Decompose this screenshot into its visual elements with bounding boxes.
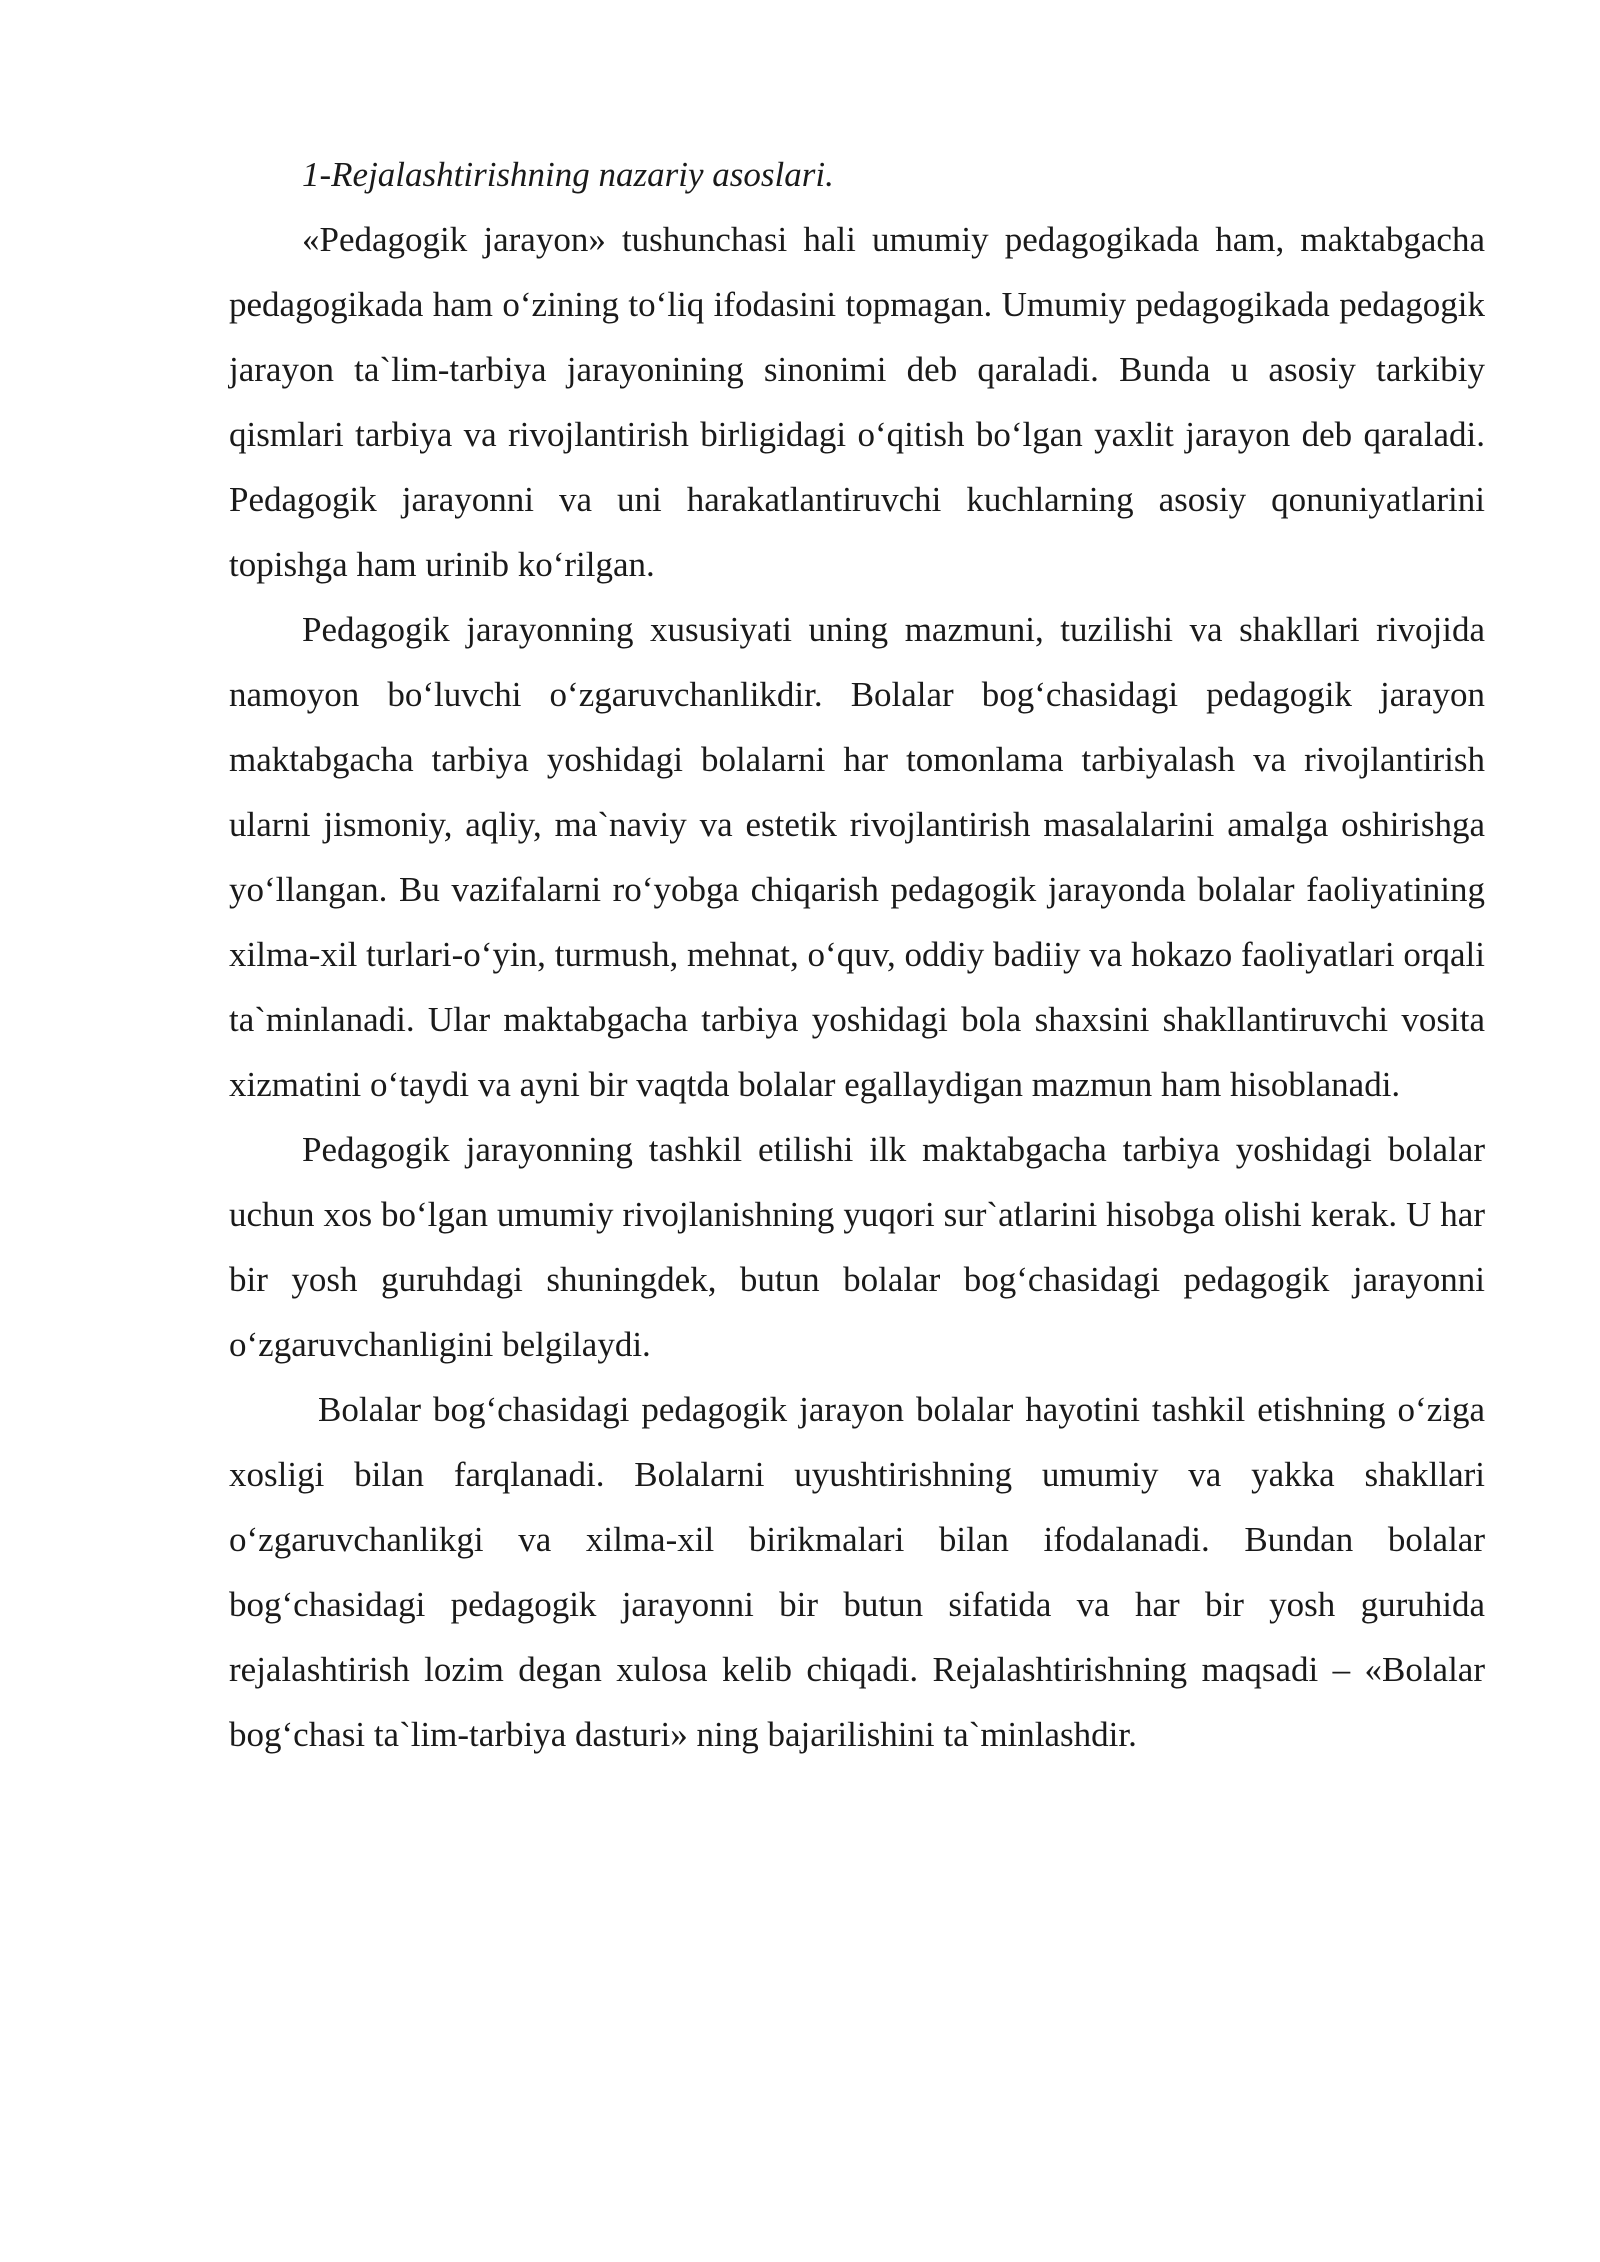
paragraph-1: «Pedagogik jarayon» tushunchasi hali umumiy pedagogikada ham, maktabgacha pedagogikada ham o‘zining to‘liq ifodasini topmagan. Umumiy pedagogikada pedagogik jarayon ta`lim-tarbiya jarayonining sinonimi deb qaraladi. Bunda u asosiy tarkibiy qismlari tarbiya va rivojlantirish birligidagi o‘qitish bo‘lgan yaxlit jarayon deb qaraladi. Pedagogik jarayonni va uni harakatlantiruvchi kuchlarning asosiy qonuniyatlarini topishga ham urinib ko‘rilgan. (229, 220, 1485, 584)
paragraph-3: Pedagogik jarayonning tashkil etilishi ilk maktabgacha tarbiya yoshidagi bolalar uchun xos bo‘lgan umumiy rivojlanishning yuqori sur`atlarini hisobga olishi kerak. U har bir yosh guruhdagi shuningdek, butun bolalar bog‘chasidagi pedagogik jarayonni o‘zgaruvchanligini belgilaydi. (229, 1130, 1485, 1364)
paragraph-4: Bolalar bog‘chasidagi pedagogik jarayon bolalar hayotini tashkil etishning o‘ziga xosligi bilan farqlanadi. Bolalarni uyushtirishning umumiy va yakka shakllari o‘zgaruvchanlikgi va xilma-xil birikmalari bilan ifodalanadi. Bundan bolalar bog‘chasidagi pedagogik jarayonni bir butun sifatida va har bir yosh guruhida rejalashtirish lozim degan xulosa kelib chiqadi. Rejalashtirishning maqsadi – «Bolalar bog‘chasi ta`lim-tarbiya dasturi» ning bajarilishini ta`minlashdir. (229, 1390, 1485, 1754)
paragraph-2: Pedagogik jarayonning xususiyati uning mazmuni, tuzilishi va shakllari rivojida namoyon bo‘luvchi o‘zgaruvchanlikdir. Bolalar bog‘chasidagi pedagogik jarayon maktabgacha tarbiya yoshidagi bolalarni har tomonlama tarbiyalash va rivojlantirish ularni jismoniy, aqliy, ma`naviy va estetik rivojlantirish masalalarini amalga oshirishga yo‘llangan. Bu vazifalarni ro‘yobga chiqarish pedagogik jarayonda bolalar faoliyatining xilma-xil turlari-o‘yin, turmush, mehnat, o‘quv, oddiy badiiy va hokazo faoliyatlari orqali ta`minlanadi. Ular maktabgacha tarbiya yoshidagi bola shaxsini shakllantiruvchi vosita xizmatini o‘taydi va ayni bir vaqtda bolalar egallaydigan mazmun ham hisoblanadi. (229, 610, 1485, 1104)
section-heading: 1-Rejalashtirishning nazariy asoslari. (302, 155, 834, 194)
document-body (229, 142, 1485, 1767)
